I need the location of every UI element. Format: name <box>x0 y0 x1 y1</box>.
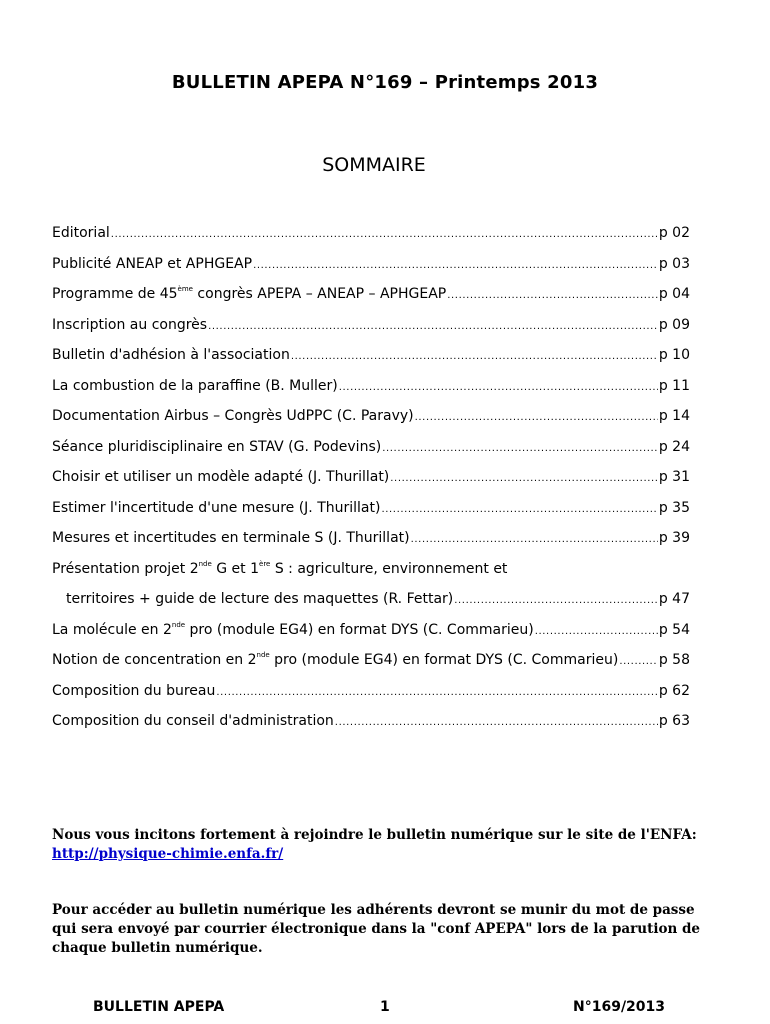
toc-entry-label: Publicité ANEAP et APHGEAP <box>52 255 253 272</box>
toc-entry-page: p 04 <box>658 286 690 302</box>
digital-bulletin-notice <box>52 826 702 864</box>
toc-entry-page: p 31 <box>658 469 690 485</box>
toc-entry-page: p 10 <box>658 347 690 363</box>
dot-leader <box>291 345 658 369</box>
toc-entry-label: Composition du bureau <box>52 682 216 699</box>
toc-entry <box>52 679 690 710</box>
toc-entry <box>52 313 690 344</box>
table-of-contents <box>52 221 690 740</box>
toc-entry-label: Editorial <box>52 225 110 241</box>
toc-entry-label: Composition du conseil d'administration <box>52 713 334 729</box>
toc-entry-page: p 24 <box>658 438 690 455</box>
page-footer <box>0 999 770 1021</box>
toc-entry-page: p 03 <box>658 255 690 272</box>
toc-entry-label: territoires + guide de lecture des maquettes (R. Fettar) <box>66 591 454 607</box>
dot-leader <box>411 528 658 552</box>
dot-leader <box>382 437 658 461</box>
toc-entry-label: Séance pluridisciplinaire en STAV (G. Podevins) <box>52 438 382 455</box>
toc-entry <box>52 343 690 374</box>
dot-leader <box>339 376 658 400</box>
dot-leader <box>216 681 657 705</box>
dot-leader <box>208 315 658 339</box>
toc-entry <box>52 435 690 466</box>
toc-entry-page: p 39 <box>658 530 690 546</box>
toc-entry <box>52 618 690 649</box>
footer-publication: BULLETIN APEPA <box>93 999 225 1015</box>
toc-entry-page: p 62 <box>658 682 690 699</box>
toc-entry-page: p 35 <box>658 499 690 516</box>
dot-leader <box>415 406 658 430</box>
toc-entry-label: Notion de concentration en 2nde pro (module EG4) en format DYS (C. Commarieu) <box>52 651 619 668</box>
toc-entry-page: p 63 <box>658 713 690 729</box>
password-notice: Pour accéder au bulletin numérique les adhérents devront se munir du mot de passe qui sera envoyé par courrier électronique dans la "conf APEPA" lors de la parution de chaque bulletin numérique. <box>52 902 701 956</box>
toc-entry <box>52 648 690 679</box>
toc-entry <box>52 404 690 435</box>
toc-entry-page: p 11 <box>658 377 690 394</box>
toc-entry-page: p 02 <box>658 225 690 241</box>
bulletin-title: BULLETIN APEPA N°169 – Printemps 2013 <box>171 72 599 93</box>
toc-entry-page: p 47 <box>658 591 690 607</box>
toc-entry <box>52 282 690 313</box>
dot-leader <box>619 650 658 674</box>
toc-entry <box>52 526 690 557</box>
toc-entry <box>52 709 690 740</box>
toc-entry-label: Estimer l'incertitude d'une mesure (J. Thurillat) <box>52 499 381 516</box>
page-number: 1 <box>380 999 390 1015</box>
dot-leader <box>335 711 658 735</box>
dot-leader <box>111 223 658 247</box>
dot-leader <box>381 498 657 522</box>
toc-entry-label: La molécule en 2nde pro (module EG4) en format DYS (C. Commarieu) <box>52 620 534 638</box>
dot-leader <box>454 589 658 613</box>
toc-entry-page: p 14 <box>658 408 690 424</box>
toc-entry <box>52 496 690 527</box>
toc-entry-page: p 09 <box>658 316 690 333</box>
toc-entry-label: Mesures et incertitudes en terminale S (J. Thurillat) <box>52 530 410 546</box>
dot-leader <box>535 620 658 644</box>
toc-entry-line-2 <box>52 587 690 618</box>
toc-entry <box>52 252 690 283</box>
toc-entry-label: La combustion de la paraffine (B. Muller) <box>52 377 338 394</box>
toc-entry-page: p 58 <box>658 652 690 668</box>
toc-entry-label: Inscription au congrès <box>52 316 208 333</box>
notice-text: Nous vous incitons fortement à rejoindre le bulletin numérique sur le site de l'ENFA: <box>52 827 697 843</box>
dot-leader <box>253 254 658 278</box>
toc-entry <box>52 221 690 252</box>
toc-entry-label: Présentation projet 2nde G et 1ère S : agriculture, environnement et <box>52 559 508 577</box>
toc-entry-label: Programme de 45ème congrès APEPA – ANEAP – APHGEAP <box>52 285 447 302</box>
toc-entry-label: Bulletin d'adhésion à l'association <box>52 347 290 363</box>
sommaire-heading: SOMMAIRE <box>322 154 426 176</box>
toc-entry-page: p 54 <box>658 621 690 638</box>
toc-entry-label: Documentation Airbus – Congrès UdPPC (C. Paravy) <box>52 408 414 424</box>
toc-entry-line-1 <box>52 557 690 588</box>
toc-entry-label: Choisir et utiliser un modèle adapté (J. Thurillat) <box>52 469 390 485</box>
toc-entry <box>52 374 690 405</box>
dot-leader <box>390 467 658 491</box>
toc-entry <box>52 465 690 496</box>
enfa-link[interactable]: http://physique-chimie.enfa.fr/ <box>52 846 284 862</box>
dot-leader <box>447 284 658 308</box>
footer-issue: N°169/2013 <box>573 999 666 1015</box>
